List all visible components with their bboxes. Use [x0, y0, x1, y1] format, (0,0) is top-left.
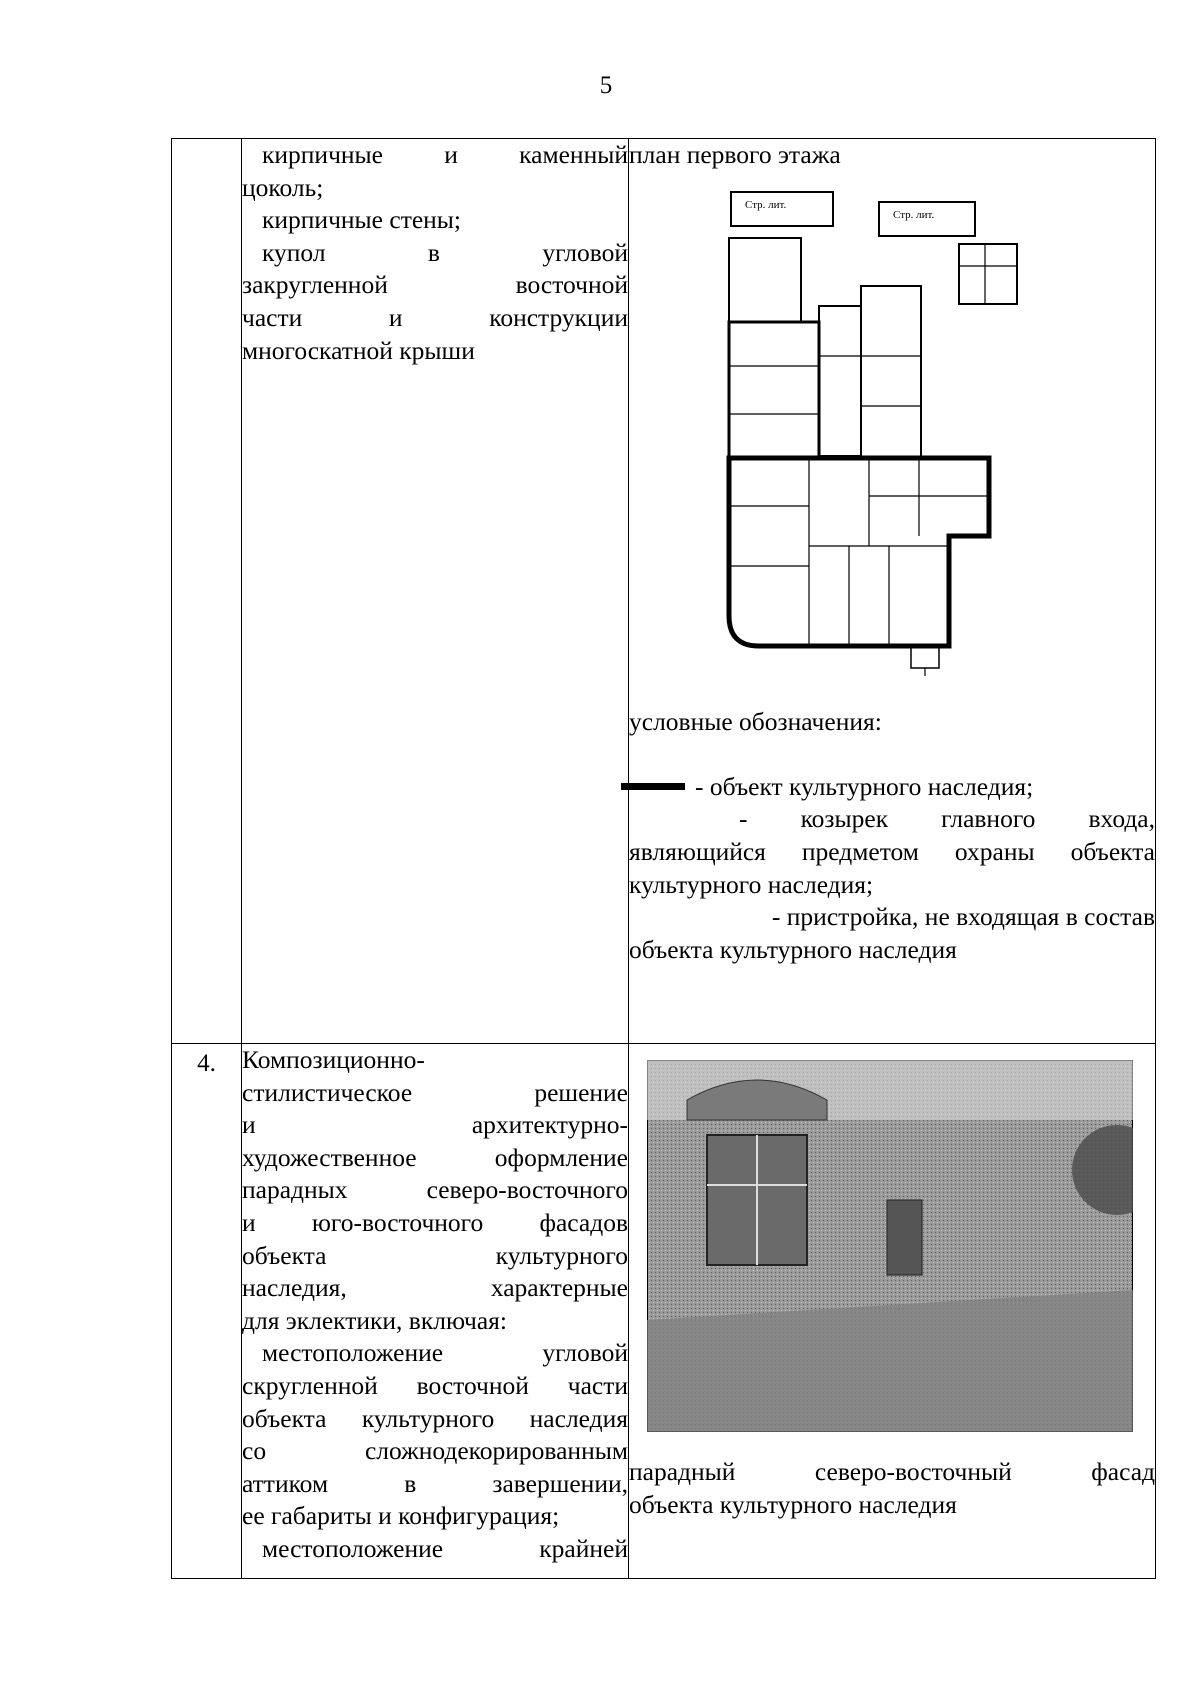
- description-line: объекта культурного: [242, 1240, 628, 1270]
- floor-plan-image: [689, 176, 1109, 676]
- legend-text: - козырек главного входа,: [739, 804, 1155, 834]
- legend-text: культурного наследия;: [629, 869, 874, 899]
- description-line: ее габариты и конфигурация;: [242, 1501, 560, 1531]
- description-line: части и конструкции: [242, 302, 628, 332]
- legend-item-heritage: [629, 771, 1155, 804]
- row-description: [242, 139, 629, 1044]
- description-line: аттиком в завершении,: [242, 1468, 628, 1498]
- description-line: и архитектурно-: [242, 1110, 628, 1140]
- description-line: для эклектики, включая:: [242, 1305, 507, 1335]
- row-image-cell: [629, 1044, 1156, 1579]
- description-line: Композиционно-: [242, 1045, 425, 1074]
- image-title: план первого этажа: [629, 140, 841, 169]
- description-line: стилистическое решение: [242, 1077, 628, 1107]
- row-number: 4.: [172, 1044, 242, 1579]
- plan-stamp-text: Стр. лит.: [745, 198, 787, 211]
- facade-photo: [647, 1060, 1133, 1432]
- description-line: кирпичные и каменный: [262, 140, 628, 169]
- photo-caption-line: объекта культурного наследия: [629, 1489, 957, 1519]
- description-line: и юго-восточного фасадов: [242, 1207, 628, 1237]
- description-line: закругленной восточной: [242, 270, 628, 300]
- legend-text: - пристройка, не входящая в состав: [771, 902, 1155, 932]
- plan-stamp-text: Стр. лит.: [893, 208, 935, 221]
- description-line: скругленной восточной части: [242, 1370, 628, 1400]
- row-description: [242, 1044, 629, 1579]
- row-number: [172, 139, 242, 1044]
- description-line: многоскатной крыши: [242, 335, 475, 365]
- description-line: объекта культурного наследия: [242, 1403, 628, 1433]
- page-number: 5: [599, 72, 613, 99]
- description-line: со сложнодекорированным: [242, 1436, 628, 1466]
- description-line: наследия, характерные: [242, 1273, 628, 1303]
- legend-heading: условные обозначения:: [629, 706, 882, 736]
- table-row: [172, 139, 1156, 1044]
- heritage-table: [171, 138, 1156, 1579]
- description-line: художественное оформление: [242, 1142, 628, 1172]
- description-line: кирпичные стены;: [262, 205, 462, 235]
- legend-text: являющийся предметом охраны объекта: [629, 836, 1155, 866]
- table-row: [172, 1044, 1156, 1579]
- photo-caption-line: парадный северо-восточный фасад: [629, 1457, 1155, 1486]
- description-line: местоположение крайней: [262, 1533, 628, 1563]
- legend-text: объекта культурного наследия: [629, 934, 957, 964]
- legend-text: - объект культурного наследия;: [695, 771, 1034, 801]
- description-line: цоколь;: [242, 172, 324, 202]
- legend-swatch-heritage: [621, 783, 685, 790]
- description-line: местоположение угловой: [262, 1338, 628, 1368]
- description-line: купол в угловой: [262, 237, 628, 267]
- row-image-cell: [629, 139, 1156, 1044]
- description-line: парадных северо-восточного: [242, 1175, 628, 1205]
